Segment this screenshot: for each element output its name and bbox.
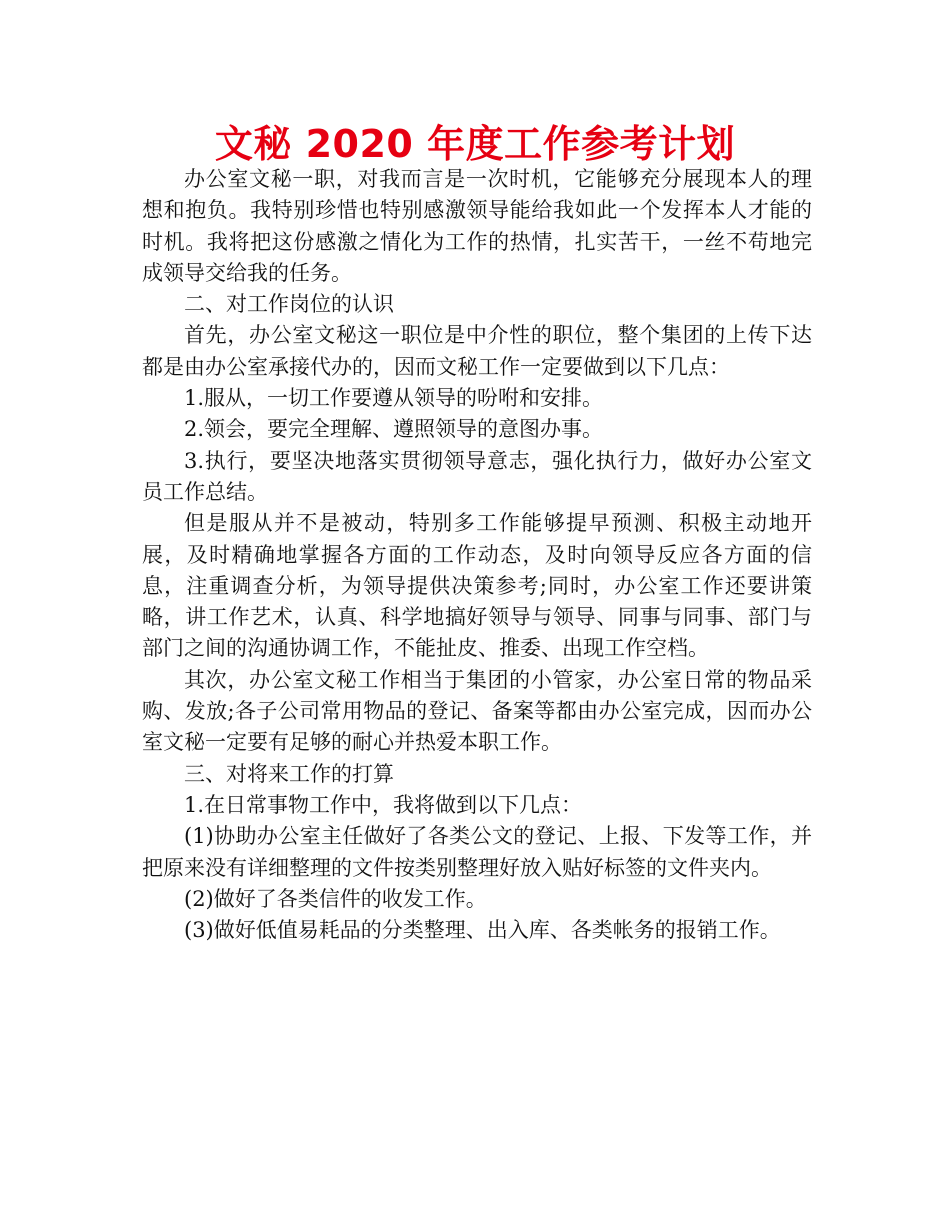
paragraph-first-point: 首先，办公室文秘这一职位是中介性的职位，整个集团的上传下达都是由办公室承接代办的，因而文秘工作一定要做到以下几点： (142, 323, 812, 379)
list-item-understand: 2.领会，要完全理解、遵照领导的意图办事。 (184, 417, 604, 442)
document-body (142, 164, 812, 946)
paragraph-initiative: 但是服从并不是被动，特别多工作能够提早预测、积极主动地开展，及时精确地掌握各方面的工作动态，及时向领导反应各方面的信息，注重调查分析，为领导提供决策参考;同时，办公室工作还要讲策略，讲工作艺术，认真、科学地搞好领导与领导、同事与同事、部门与部门之间的沟通协调工作，不能扯皮、推委、出现工作空档。 (142, 511, 812, 661)
sub-item-supplies: (3)做好低值易耗品的分类整理、出入库、各类帐务的报销工作。 (184, 918, 781, 943)
section-heading-job-understanding: 二、对工作岗位的认识 (184, 292, 394, 317)
sub-item-documents: (1)协助办公室主任做好了各类公文的登记、上报、下发等工作，并把原来没有详细整理的文件按类别整理好放入贴好标签的文件夹内。 (142, 824, 812, 880)
document-title: 文秘 2020 年度工作参考计划 (214, 122, 736, 166)
paragraph-intro: 办公室文秘一职，对我而言是一次时机，它能够充分展现本人的理想和抱负。我特别珍惜也特别感激领导能给我如此一个发挥本人才能的时机。我将把这份感激之情化为工作的热情，扎实苦干，一丝不苟地完成领导交给我的任务。 (142, 167, 812, 285)
list-item-execute: 3.执行，要坚决地落实贯彻领导意志，强化执行力，做好办公室文员工作总结。 (142, 448, 812, 504)
list-item-obey: 1.服从，一切工作要遵从领导的吩咐和安排。 (184, 386, 604, 411)
paragraph-second-point: 其次，办公室文秘工作相当于集团的小管家，办公室日常的物品采购、发放;各子公司常用物品的登记、备案等都由办公室完成，因而办公室文秘一定要有足够的耐心并热爱本职工作。 (142, 667, 812, 755)
section-heading-future-plans: 三、对将来工作的打算 (184, 761, 394, 786)
list-item-daily-work: 1.在日常事物工作中，我将做到以下几点： (184, 792, 583, 817)
sub-item-mail: (2)做好了各类信件的收发工作。 (184, 886, 487, 911)
